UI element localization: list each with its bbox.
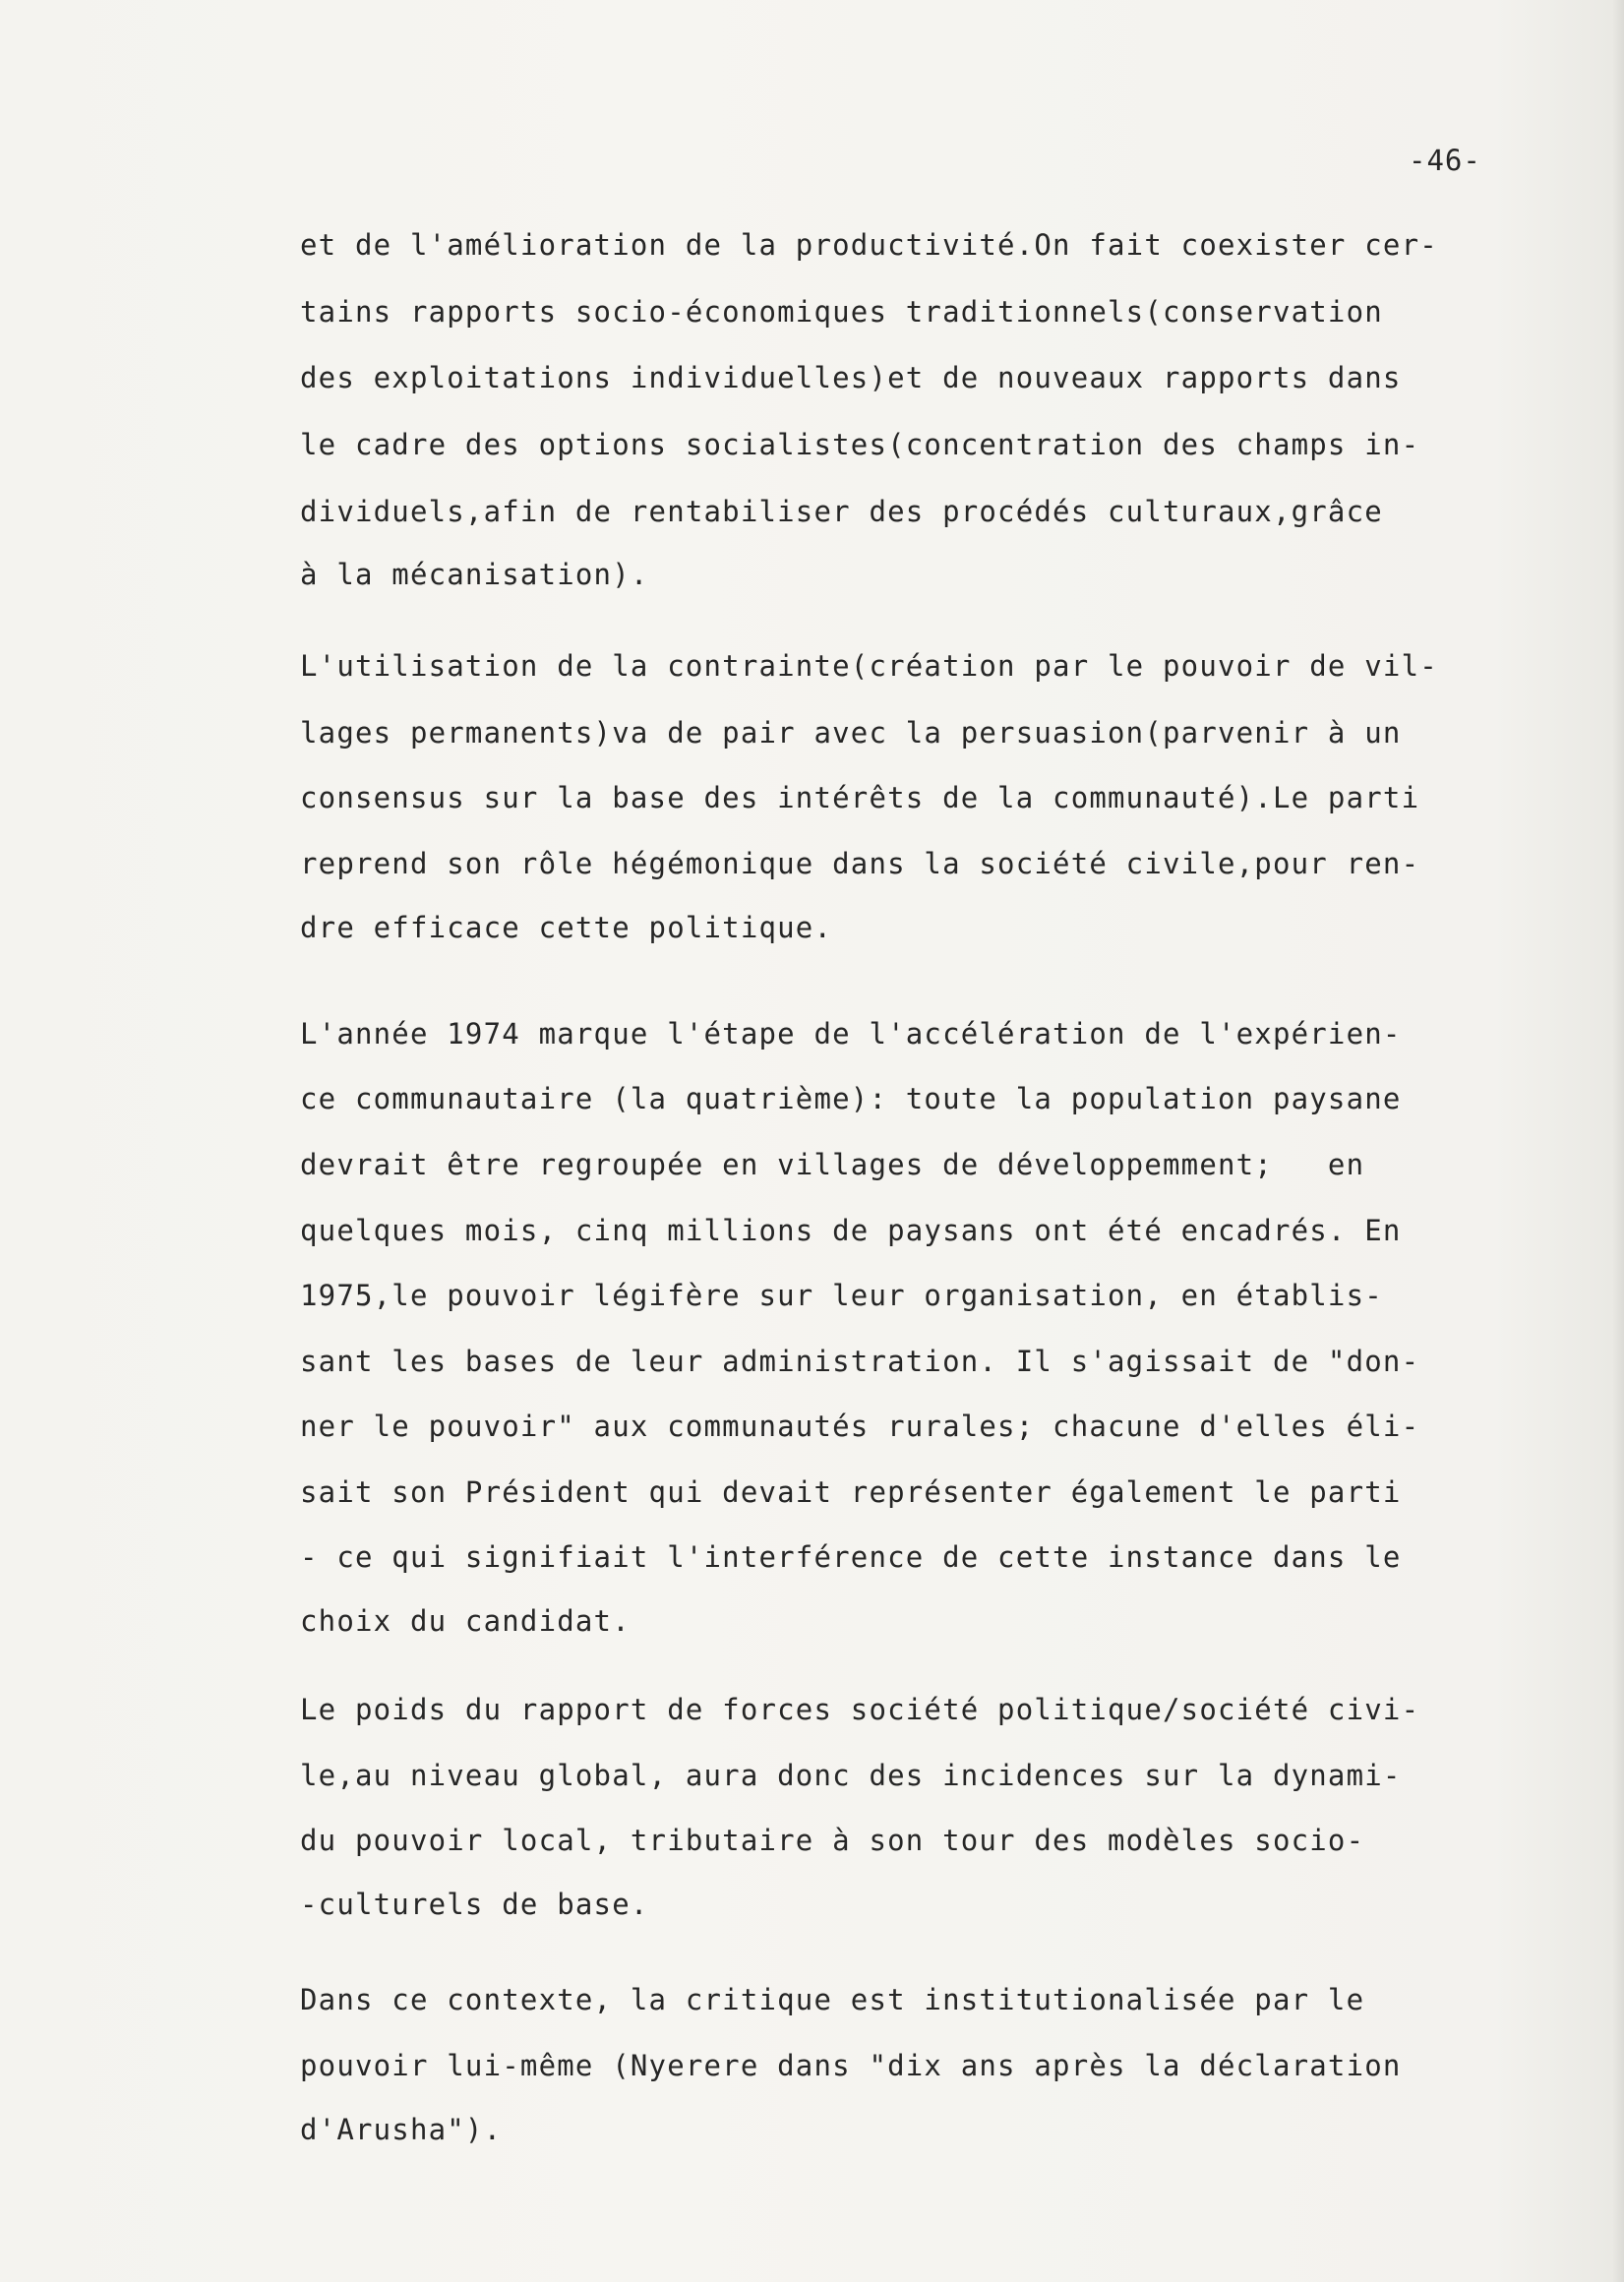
text-line: et de l'amélioration de la productivité.On fait coexister cer- (300, 228, 1438, 262)
text-line: L'année 1974 marque l'étape de l'accélération de l'expérien- (300, 1017, 1402, 1051)
text-line: devrait être regroupée en villages de développemment; en (300, 1148, 1365, 1181)
text-line: choix du candidat. (300, 1604, 631, 1638)
text-line: dividuels,afin de rentabiliser des procédés culturaux,grâce (300, 495, 1383, 528)
text-line: dre efficace cette politique. (300, 911, 833, 944)
text-line: tains rapports socio-économiques traditionnels(conservation (300, 295, 1383, 329)
text-line: ce communautaire (la quatrième): toute la population paysane (300, 1082, 1402, 1115)
page-edge-shadow (1612, 0, 1624, 2282)
text-line: sant les bases de leur administration. Il s'agissait de "don- (300, 1345, 1420, 1378)
text-line: le,au niveau global, aura donc des incidences sur la dynami- (300, 1759, 1402, 1792)
text-line: pouvoir lui-même (Nyerere dans "dix ans après la déclaration (300, 2049, 1402, 2082)
text-line: du pouvoir local, tributaire à son tour des modèles socio- (300, 1824, 1365, 1857)
text-line: ner le pouvoir" aux communautés rurales; chacune d'elles éli- (300, 1410, 1420, 1443)
page-number: -46- (1409, 144, 1481, 177)
text-line: reprend son rôle hégémonique dans la société civile,pour ren- (300, 847, 1420, 880)
text-line: - ce qui signifiait l'interférence de cette instance dans le (300, 1540, 1402, 1574)
text-line: Dans ce contexte, la critique est institutionalisée par le (300, 1983, 1365, 2016)
text-line: consensus sur la base des intérêts de la communauté).Le parti (300, 781, 1420, 814)
text-line: 1975,le pouvoir légifère sur leur organisation, en établis- (300, 1279, 1383, 1312)
text-line: des exploitations individuelles)et de nouveaux rapports dans (300, 361, 1402, 394)
text-line: quelques mois, cinq millions de paysans ont été encadrés. En (300, 1214, 1402, 1247)
text-line: à la mécanisation). (300, 558, 649, 591)
text-line: lages permanents)va de pair avec la persuasion(parvenir à un (300, 716, 1402, 750)
text-line: le cadre des options socialistes(concentration des champs in- (300, 428, 1420, 461)
text-line: Le poids du rapport de forces société politique/société civi- (300, 1693, 1420, 1726)
text-line: L'utilisation de la contrainte(création par le pouvoir de vil- (300, 649, 1438, 683)
text-line: sait son Président qui devait représenter également le parti (300, 1475, 1402, 1509)
text-line: d'Arusha"). (300, 2113, 503, 2146)
text-line: -culturels de base. (300, 1888, 649, 1921)
